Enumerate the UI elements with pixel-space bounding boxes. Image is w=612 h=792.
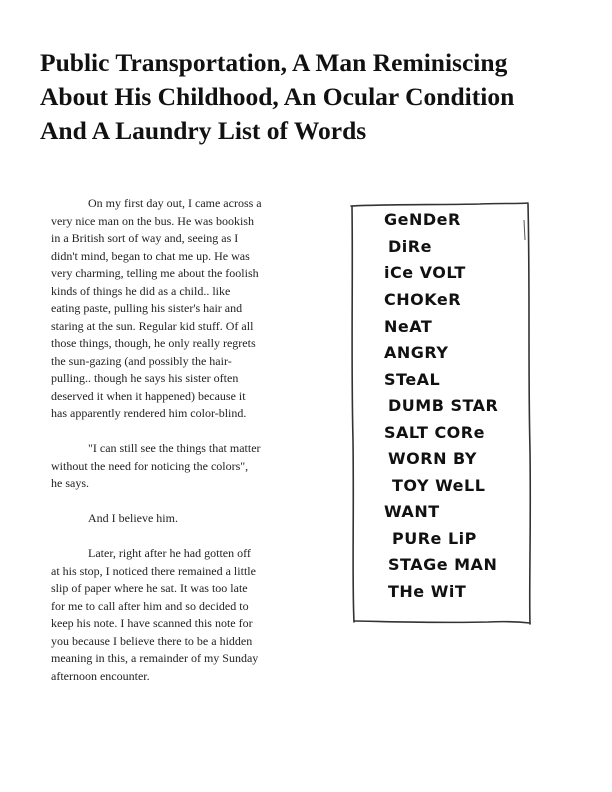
story-line: for me to call after him and so decided to [51,598,249,613]
story-line: eating paste, pulling his sister's hair and [51,301,243,315]
story-line: Later, right after he had gotten off [88,546,251,560]
story-line: kinds of things he did as a child.. like [51,283,231,298]
title-line: Public Transportation, A Man Reminiscing [40,48,508,77]
note-word: CHOKeR [384,290,462,309]
story-line: meaning in this, a remainder of my Sunday [51,651,259,665]
story-line: at his stop, I noticed there remained a little [51,563,256,578]
story-line: afternoon encounter. [51,668,150,683]
story-line: very nice man on the bus. He was bookish [51,213,254,228]
note-word: PURe LiP [392,529,477,548]
story-line: slip of paper where he sat. It was too late [51,581,248,595]
story-line: And I believe him. [88,511,178,525]
story-line: pulling.. though he says his sister often [51,371,239,385]
story-paragraph [51,510,291,528]
note-word: SALT CORe [384,423,485,442]
story-line: keep his note. I have scanned this note for [51,616,253,630]
scanned-note [348,200,532,628]
note-word: WANT [384,502,440,521]
story-line: the sun-gazing (and possibly the hair- [51,353,232,368]
note-word: DiRe [388,237,432,256]
story-line: On my first day out, I came across a [88,196,262,210]
note-word: DUMB STAR [388,396,499,415]
note-word: TOY WeLL [392,476,486,495]
title-line: And A Laundry List of Words [40,116,367,145]
title-line: About His Childhood, An Ocular Condition [40,82,515,111]
story-paragraph [51,195,291,423]
story-line: in a British sort of way and, seeing as I [51,231,239,245]
note-word: STeAL [384,370,441,389]
story-line: those things, though, he only really regrets [51,336,256,350]
story-paragraph [51,545,291,685]
note-word: THe WiT [388,582,467,601]
story-line: without the need for noticing the colors", [51,458,249,473]
story-line: "I can still see the things that matter [88,441,261,455]
story-line: staring at the sun. Regular kid stuff. Of all [51,318,254,333]
story-paragraph [51,440,291,493]
note-word: NeAT [384,317,433,336]
story-line: has apparently rendered him color-blind. [51,406,247,420]
note-word: WORN BY [388,449,477,468]
note-word: iCe VOLT [384,263,466,282]
article-title [40,46,580,148]
story-line: you because I believe there to be a hidden [51,633,253,648]
note-word: GeNDeR [384,210,461,229]
note-word: STAGe MAN [388,555,498,574]
story-line: didn't mind, began to chat me up. He was [51,248,250,263]
story-text [51,195,291,703]
note-word: ANGRY [384,343,449,362]
story-line: he says. [51,476,89,490]
story-line: very charming, telling me about the foolish [51,266,259,280]
story-line: deserved it when it happened) because it [51,388,246,403]
